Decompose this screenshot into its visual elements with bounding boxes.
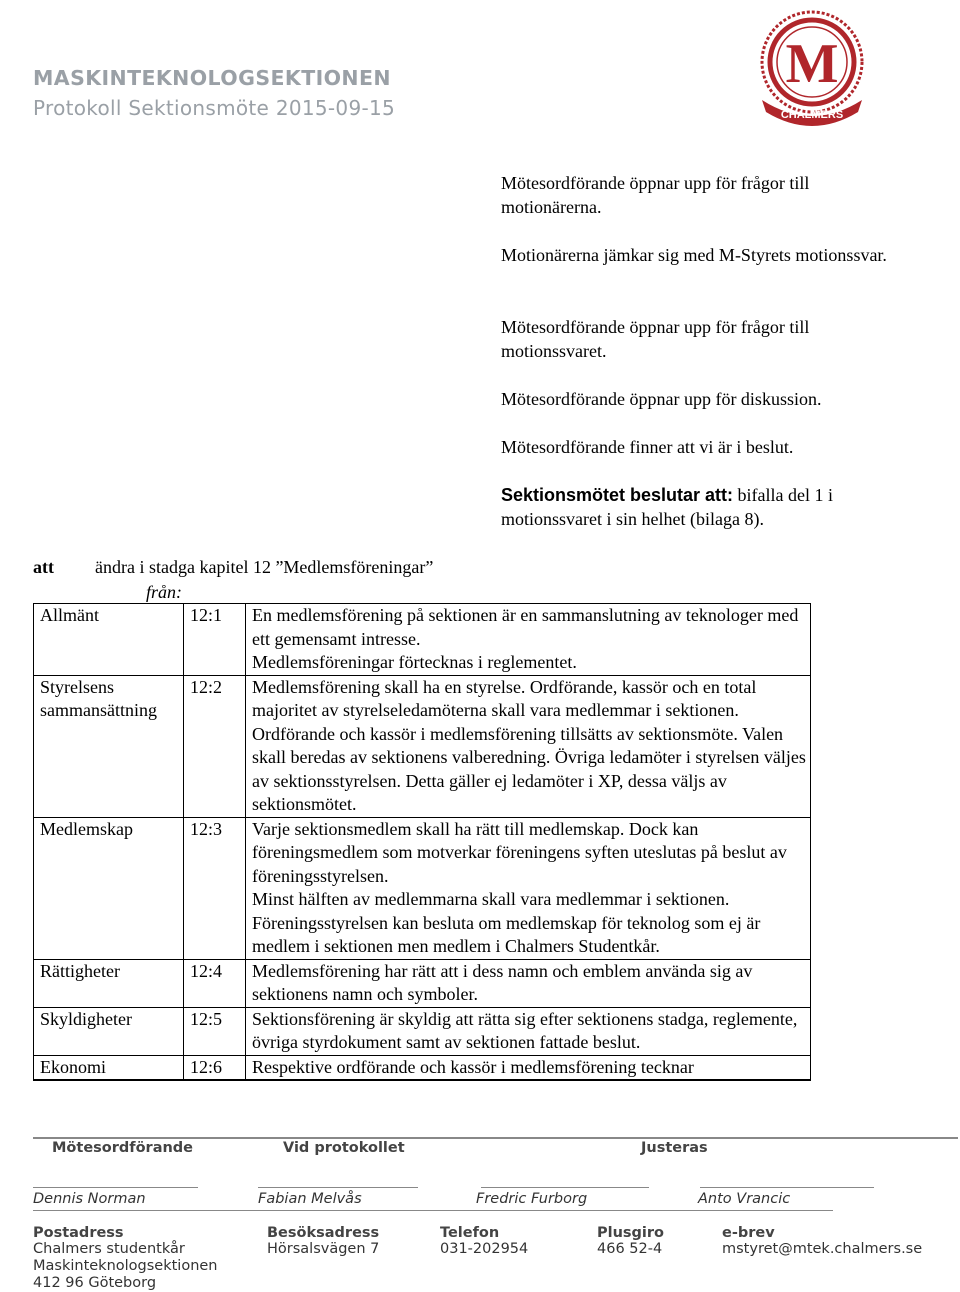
minutes-paragraph: Mötesordförande öppnar upp för frågor till motionssvaret. (501, 317, 810, 361)
statute-number: 12:5 (184, 1007, 246, 1055)
svg-text:M: M (785, 33, 839, 95)
signatory-name: Fredric Furborg (476, 1191, 588, 1207)
decision-paragraph: Sektionsmötet beslutar att: bifalla del 1 i motionssvaret i sin helhet (bilaga 8). (501, 485, 834, 529)
minutes-paragraph: Mötesordförande öppnar upp för frågor till motionärerna. (501, 173, 810, 217)
signature-heading: Vid protokollet (283, 1140, 405, 1156)
statute-section-name: Styrelsens sammansättning (34, 675, 184, 817)
statute-number: 12:6 (184, 1055, 246, 1080)
minutes-paragraph: Mötesordförande öppnar upp för diskussion. (501, 389, 822, 409)
postal-address-line: Chalmers studentkår (33, 1241, 185, 1257)
statutes-table (33, 603, 811, 1081)
organization-name: MASKINTEKNOLOGSEKTIONEN (33, 66, 391, 90)
postal-address-line: 412 96 Göteborg (33, 1275, 157, 1291)
plusgiro-value: 466 52-4 (597, 1241, 663, 1257)
signature-line (258, 1187, 418, 1188)
chalmers-m-logo (748, 4, 876, 126)
email-link[interactable]: mstyret@mtek.chalmers.se (722, 1241, 923, 1257)
statute-section-name: Rättigheter (34, 959, 184, 1007)
plusgiro-label: Plusgiro (597, 1225, 665, 1241)
visiting-address-label: Besöksadress (267, 1225, 380, 1241)
postal-address-label: Postadress (33, 1225, 124, 1241)
fran-label: från: (146, 582, 182, 602)
statute-row (34, 959, 811, 1007)
signature-divider (33, 1137, 958, 1139)
statute-row (34, 675, 811, 817)
statute-number: 12:2 (184, 675, 246, 817)
email-label: e-brev (722, 1225, 775, 1241)
statute-section-name: Medlemskap (34, 817, 184, 959)
statute-text: Sektionsförening är skyldig att rätta sig efter sektionens stadga, reglemente, övriga styrdokument samt av sektionen fattade beslut. (246, 1007, 811, 1055)
signature-heading: Mötesordförande (52, 1140, 194, 1156)
att-keyword: att (33, 557, 54, 577)
signature-line (481, 1187, 649, 1188)
footer-divider (33, 1210, 833, 1211)
statute-text: Respektive ordförande och kassör i medlemsförening tecknar (246, 1055, 811, 1080)
statute-section-name: Skyldigheter (34, 1007, 184, 1055)
statute-text: Medlemsförening har rätt att i dess namn och emblem använda sig av sektionens namn och symboler. (246, 959, 811, 1007)
decision-label: Sektionsmötet beslutar att: (501, 485, 734, 505)
document-title: Protokoll Sektionsmöte 2015-09-15 (33, 96, 396, 120)
visiting-address-value: Hörsalsvägen 7 (267, 1241, 380, 1257)
motion-att-line (33, 555, 433, 579)
signature-line (33, 1187, 198, 1188)
signature-line (700, 1187, 874, 1188)
statute-row (34, 1007, 811, 1055)
statute-row (34, 817, 811, 959)
signatory-name: Fabian Melvås (258, 1191, 362, 1207)
phone-label: Telefon (440, 1225, 500, 1241)
logo-text: CHALMERS (780, 109, 844, 121)
statute-section-name: Allmänt (34, 604, 184, 676)
postal-address-line: Maskinteknologsektionen (33, 1258, 218, 1274)
minutes-paragraph: Mötesordförande finner att vi är i beslut. (501, 437, 794, 457)
statute-number: 12:1 (184, 604, 246, 676)
signatory-name: Anto Vrancic (698, 1191, 791, 1207)
statute-number: 12:3 (184, 817, 246, 959)
statute-text: En medlemsförening på sektionen är en sammanslutning av teknologer med ett gemensamt intresse. Medlemsföreningar förtecknas i reglementet. (246, 604, 811, 676)
statute-row (34, 604, 811, 676)
signature-heading: Justeras (641, 1140, 708, 1156)
signatory-name: Dennis Norman (33, 1191, 146, 1207)
statute-number: 12:4 (184, 959, 246, 1007)
statute-row (34, 1055, 811, 1080)
minutes-paragraph: Motionärerna jämkar sig med M-Styrets motionssvar. (501, 245, 887, 265)
statute-section-name: Ekonomi (34, 1055, 184, 1080)
phone-value: 031-202954 (440, 1241, 529, 1257)
att-text: ändra i stadga kapitel 12 ”Medlemsföreningar” (95, 557, 434, 577)
statute-text: Varje sektionsmedlem skall ha rätt till medlemskap. Dock kan föreningsmedlem som motverkar föreningens syften uteslutas på beslut av föreningsstyrelsen. Minst hälften av medlemmarna skall vara medlemmar i sektionen. Föreningsstyrelsen kan besluta om medlemskap för teknolog som ej är medlem i sektionen men medlem i Chalmers Studentkår. (246, 817, 811, 959)
statute-text: Medlemsförening skall ha en styrelse. Ordförande, kassör och en total majoritet av styrelseledamöterna skall vara medlemmar i sektionen. Ordförande och kassör i medlemsförening tillsätts av sektionsmöte. Valen skall beredas av sektionens valberedning. Övriga ledamöter i styrelsen väljes av sektionsstyrelsen. Detta gäller ej ledamöter i XP, dessa väljs av sektionsmötet. (246, 675, 811, 817)
